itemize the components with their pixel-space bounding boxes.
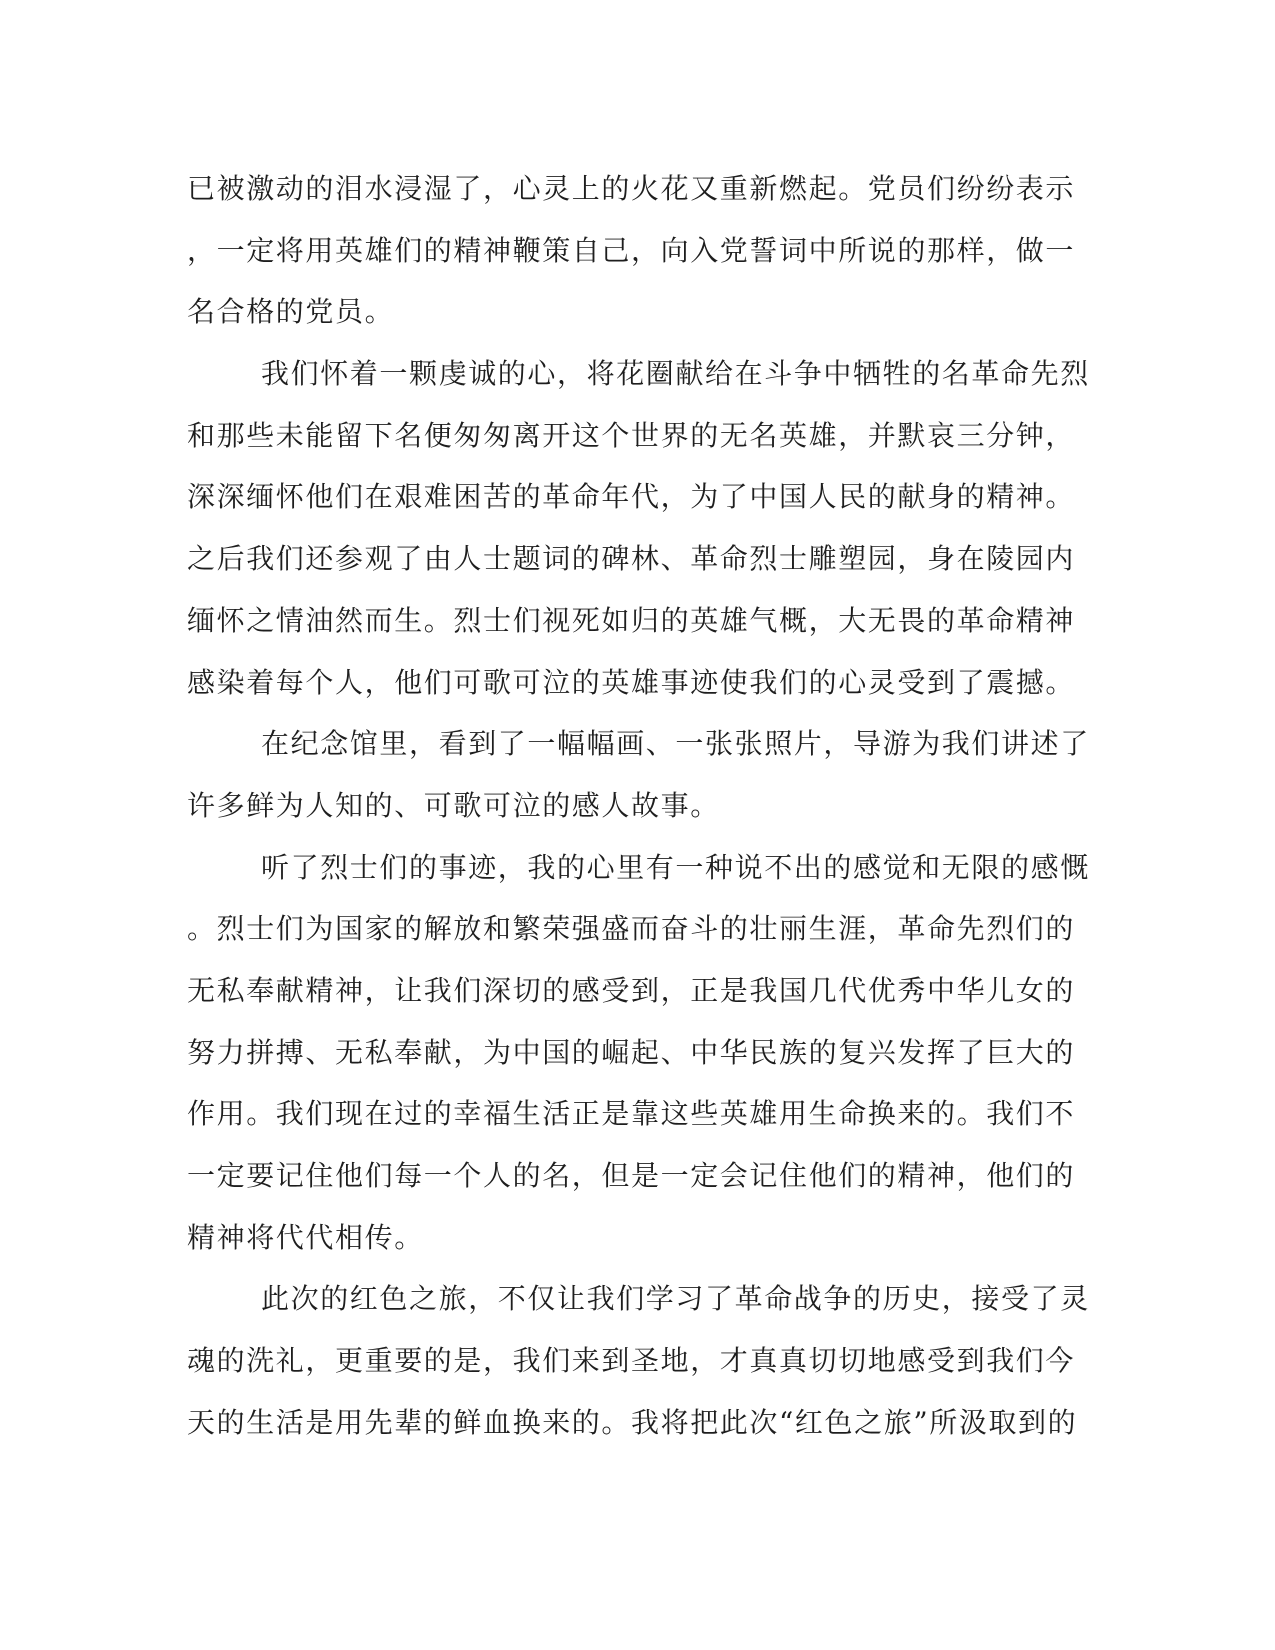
paragraph-line: 一定要记住他们每一个人的名，但是一定会记住他们的精神，他们的 xyxy=(187,1159,1076,1192)
paragraph-line: 作用。我们现在过的幸福生活正是靠这些英雄用生命换来的。我们不 xyxy=(187,1097,1076,1131)
paragraph-line: 和那些未能留下名便匆匆离开这个世界的无名英雄，并默哀三分钟， xyxy=(187,418,1076,452)
paragraph-line: 许多鲜为人知的、可歌可泣的感人故事。 xyxy=(187,788,720,822)
paragraph-line: 名合格的党员。 xyxy=(187,295,395,329)
paragraph-line: 无私奉献精神，让我们深切的感受到，正是我国几代优秀中华儿女的 xyxy=(187,973,1076,1007)
paragraph-line: 。烈士们为国家的解放和繁荣强盛而奋斗的壮丽生涯，革命先烈们的 xyxy=(187,912,1076,946)
paragraph-first-line: 在纪念馆里，看到了一幅幅画、一张张照片，导游为我们讲述了 xyxy=(261,727,1090,761)
paragraph-first-line: 此次的红色之旅，不仅让我们学习了革命战争的历史，接受了灵 xyxy=(261,1282,1090,1316)
paragraph-line: 精神将代代相传。 xyxy=(187,1220,424,1254)
paragraph-first-line: 我们怀着一颗虔诚的心，将花圈献给在斗争中牺牲的名革命先烈 xyxy=(261,357,1090,391)
paragraph-line: 已被激动的泪水浸湿了，心灵上的火花又重新燃起。党员们纷纷表示 xyxy=(187,172,1076,205)
paragraph-line: 缅怀之情油然而生。烈士们视死如归的英雄气概，大无畏的革命精神 xyxy=(187,603,1076,637)
paragraph-line: 深深缅怀他们在艰难困苦的革命年代，为了中国人民的献身的精神。 xyxy=(187,480,1076,514)
paragraph-line: 天的生活是用先辈的鲜血换来的。我将把此次“红色之旅”所汲取到的 xyxy=(187,1405,1078,1439)
paragraph-line: ，一定将用英雄们的精神鞭策自己，向入党誓词中所说的那样，做一 xyxy=(187,233,1076,267)
paragraph-line: 感染着每个人，他们可歌可泣的英雄事迹使我们的心灵受到了震撼。 xyxy=(187,665,1076,699)
paragraph-first-line: 听了烈士们的事迹，我的心里有一种说不出的感觉和无限的感慨 xyxy=(261,850,1090,884)
paragraph-line: 之后我们还参观了由人士题词的碑林、革命烈士雕塑园，身在陵园内 xyxy=(187,542,1076,576)
paragraph-line: 魂的洗礼，更重要的是，我们来到圣地，才真真切切地感受到我们今 xyxy=(187,1344,1076,1378)
document-body xyxy=(187,158,1090,1453)
paragraph-line: 努力拼搏、无私奉献，为中国的崛起、中华民族的复兴发挥了巨大的 xyxy=(187,1035,1076,1069)
